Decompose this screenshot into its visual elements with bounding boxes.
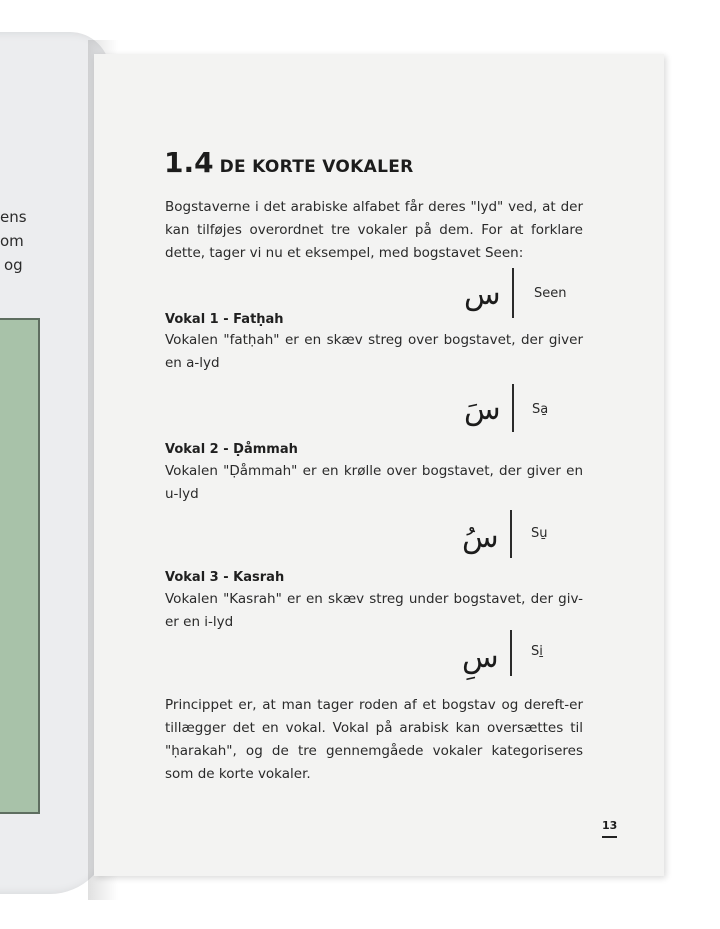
arabic-letter-kasrah: سِ [462, 640, 499, 675]
transliteration-dammah: Su̱ [531, 526, 548, 541]
arabic-letter-dammah: سُ [462, 520, 499, 555]
transliteration-seen: Seen [534, 286, 567, 301]
vowel-1-description: Vokalen "fatḥah" er en skæv streg over bogstavet, der giver en a-lyd [165, 332, 583, 371]
section-number: 1.4 [164, 146, 214, 179]
arabic-letter-fathah: سَ [464, 392, 501, 427]
transliteration-kasrah: Si̱ [531, 644, 543, 659]
divider-line [512, 384, 514, 432]
left-page-text-fragment: og [4, 256, 23, 274]
vowel-3-heading: Vokal 3 - Kasrah [165, 570, 285, 585]
vowel-2-heading: Vokal 2 - Ḍåmmah [165, 442, 298, 457]
section-heading [164, 146, 414, 179]
divider-line [510, 510, 512, 558]
intro-paragraph: Bogstaverne i det arabiske alfabet får deres "lyd" ved, at der kan tilføjes overordnet tre vokaler på dem. For at forklare dette, tager vi nu et eksempel, med bogstavet Seen: [165, 199, 583, 261]
divider-line [512, 268, 514, 318]
section-title: DE KORTE VOKALER [219, 157, 414, 177]
left-page-text-fragment: ens [0, 208, 27, 226]
divider-line [510, 630, 512, 676]
arabic-letter-seen: س [464, 277, 501, 312]
vowel-3-description: Vokalen "Kasrah" er en skæv streg under bogstavet, der giv-er en i-lyd [165, 591, 583, 630]
transliteration-fathah: Sa̱ [532, 402, 549, 417]
page-number: 13 [602, 819, 617, 838]
left-page-green-box [0, 318, 40, 814]
left-page-text-fragment: om [0, 232, 24, 250]
conclusion-paragraph: Princippet er, at man tager roden af et bogstav og dereft-er tillægger det en vokal. Vokal på arabisk kan oversættes til "ḥarakah", og de tre gennemgåede vokaler kategoriseres som de korte vokaler. [165, 697, 583, 782]
vowel-2-description: Vokalen "Ḍåmmah" er en krølle over bogstavet, der giver en u-lyd [165, 463, 583, 502]
book-page [94, 54, 664, 876]
vowel-1-heading: Vokal 1 - Fatḥah [165, 312, 284, 327]
